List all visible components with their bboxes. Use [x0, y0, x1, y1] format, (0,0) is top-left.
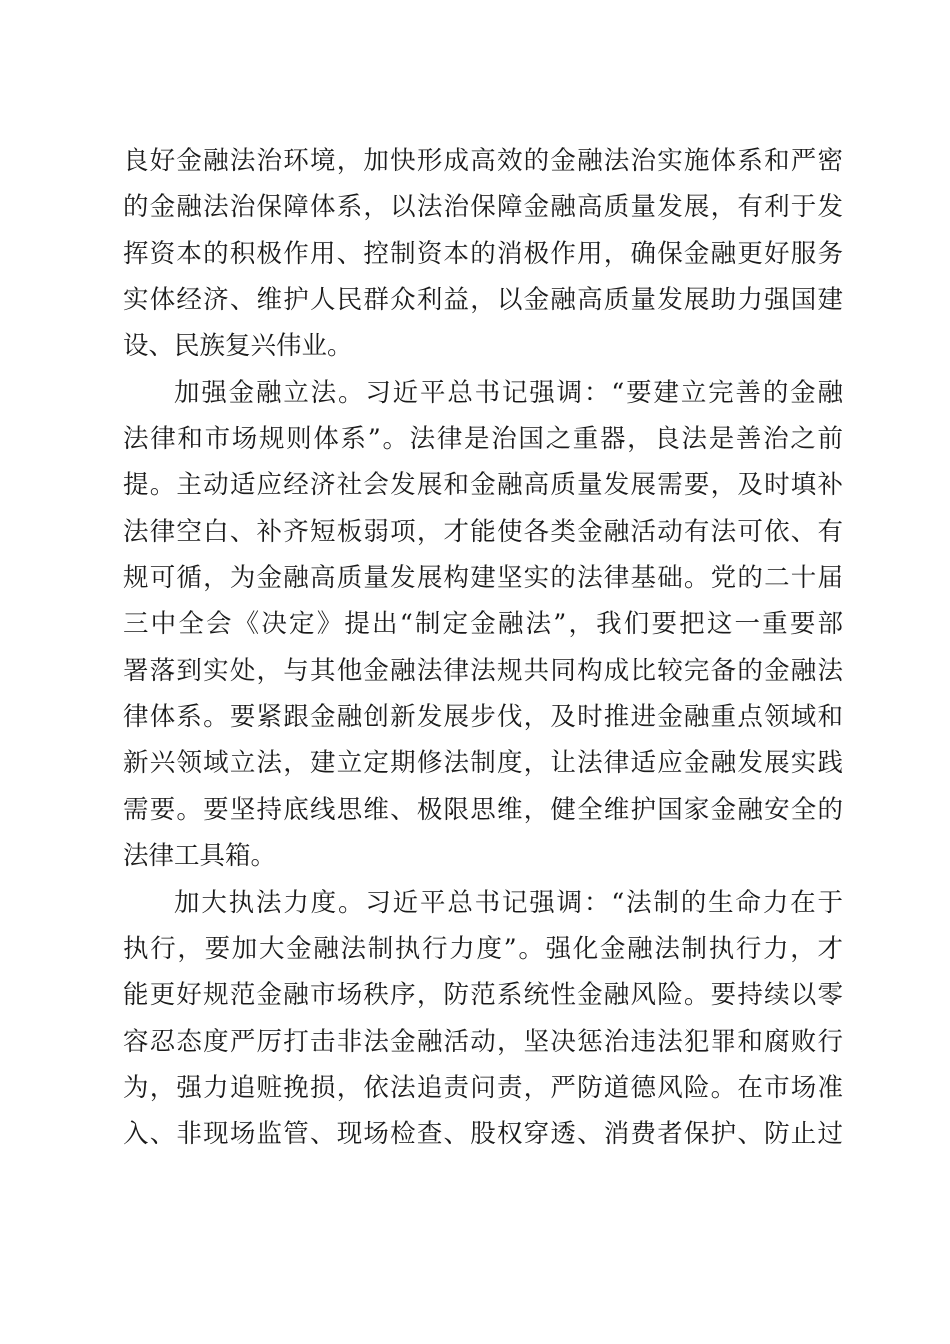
text-line: 执行，要加大金融法制执行力度”。强化金融法制执行力，才 — [123, 933, 843, 964]
text-line: 法律空白、补齐短板弱项，才能使各类金融活动有法可依、有 — [123, 516, 843, 547]
text-line: 署落到实处，与其他金融法律法规共同构成比较完备的金融法 — [123, 655, 843, 686]
text-line: 为，强力追赃挽损，依法追责问责，严防道德风险。在市场准 — [123, 1072, 843, 1103]
text-line: 实体经济、维护人民群众利益，以金融高质量发展助力强国建 — [123, 285, 843, 316]
text-line: 提。主动适应经济社会发展和金融高质量发展需要，及时填补 — [123, 470, 843, 501]
text-line: 法律和市场规则体系”。法律是治国之重器，良法是善治之前 — [123, 424, 843, 455]
text-line: 法律工具箱。 — [123, 841, 277, 872]
text-line: 能更好规范金融市场秩序，防范系统性金融风险。要持续以零 — [123, 980, 843, 1011]
text-line: 良好金融法治环境，加快形成高效的金融法治实施体系和严密 — [123, 146, 843, 176]
text-line: 的金融法治保障体系，以法治保障金融高质量发展，有利于发 — [123, 192, 843, 223]
text-line: 加强金融立法。习近平总书记强调：“要建立完善的金融 — [174, 377, 843, 408]
text-line: 规可循，为金融高质量发展构建坚实的法律基础。党的二十届 — [123, 563, 843, 594]
text-line: 律体系。要紧跟金融创新发展步伐，及时推进金融重点领域和 — [123, 702, 843, 733]
text-line: 三中全会《决定》提出“制定金融法”，我们要把这一重要部 — [123, 609, 843, 640]
text-line: 入、非现场监管、现场检查、股权穿透、消费者保护、防止过 — [123, 1119, 843, 1150]
paragraph-1 — [123, 138, 843, 370]
paragraph-2 — [123, 370, 843, 880]
text-line: 容忍态度严厉打击非法金融活动，坚决惩治违法犯罪和腐败行 — [123, 1026, 843, 1057]
text-line: 加大执法力度。习近平总书记强调：“法制的生命力在于 — [174, 887, 843, 918]
paragraph-3 — [123, 880, 843, 1158]
text-line: 需要。要坚持底线思维、极限思维，健全维护国家金融安全的 — [123, 794, 843, 825]
text-line: 挥资本的积极作用、控制资本的消极作用，确保金融更好服务 — [123, 238, 843, 269]
text-line: 新兴领域立法，建立定期修法制度，让法律适应金融发展实践 — [123, 748, 843, 779]
document-body — [123, 138, 843, 1158]
text-line: 设、民族复兴伟业。 — [123, 331, 353, 362]
